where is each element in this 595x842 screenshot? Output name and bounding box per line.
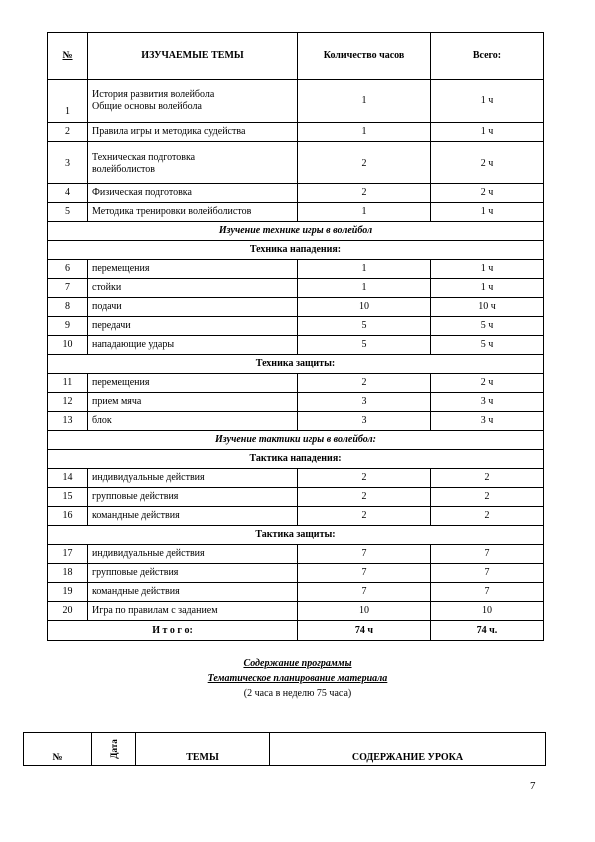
subsection-attack: Техника нападения: (48, 241, 544, 260)
row-total: 7 (431, 583, 544, 602)
row-hours: 2 (298, 142, 431, 184)
row-total: 2 ч (431, 184, 544, 203)
table-row (48, 545, 544, 564)
table-row (48, 374, 544, 393)
row-hours: 3 (298, 393, 431, 412)
row-hours: 1 (298, 203, 431, 222)
row-hours: 1 (298, 80, 431, 123)
table-row (48, 583, 544, 602)
subsection-row (48, 241, 544, 260)
row-total: 10 (431, 602, 544, 621)
row-topic: Физическая подготовка (88, 184, 298, 203)
row-num: 6 (48, 260, 88, 279)
row-topic: групповые действия (88, 564, 298, 583)
row-num: 15 (48, 488, 88, 507)
section-row (48, 431, 544, 450)
subsection-defense: Техника защиты: (48, 355, 544, 374)
lesson-header-topics: ТЕМЫ (136, 733, 270, 766)
row-topic: Правила игры и методика судейства (88, 123, 298, 142)
row-topic: командные действия (88, 583, 298, 602)
row-topic: перемещения (88, 374, 298, 393)
row-total: 3 ч (431, 393, 544, 412)
row-total: 2 (431, 488, 544, 507)
section-row (48, 222, 544, 241)
table-row (48, 279, 544, 298)
topics-hours-table (47, 32, 544, 641)
row-total: 1 ч (431, 80, 544, 123)
row-total: 3 ч (431, 412, 544, 431)
lesson-header-num: № (24, 733, 92, 766)
row-topic: Методика тренировки волейболистов (88, 203, 298, 222)
total-row (48, 621, 544, 641)
row-num: 12 (48, 393, 88, 412)
table-row (48, 564, 544, 583)
row-topic-line: История развития волейбола (92, 89, 215, 100)
table-row (48, 488, 544, 507)
table-row (48, 602, 544, 621)
row-num: 3 (48, 142, 88, 184)
row-topic-line: Общие основы волейбола (92, 101, 202, 112)
row-total: 1 ч (431, 279, 544, 298)
row-hours: 7 (298, 564, 431, 583)
row-topic: командные действия (88, 507, 298, 526)
row-total: 10 ч (431, 298, 544, 317)
table-row (48, 412, 544, 431)
row-total: 1 ч (431, 123, 544, 142)
table-header-row (48, 33, 544, 80)
row-hours: 2 (298, 488, 431, 507)
row-num: 7 (48, 279, 88, 298)
row-hours: 5 (298, 336, 431, 355)
row-total: 1 ч (431, 260, 544, 279)
table-row (48, 298, 544, 317)
row-total: 2 (431, 469, 544, 488)
table-row (48, 317, 544, 336)
row-topic: перемещения (88, 260, 298, 279)
subsection-row (48, 355, 544, 374)
row-hours: 2 (298, 374, 431, 393)
table-row (48, 260, 544, 279)
row-num: 11 (48, 374, 88, 393)
row-num: 9 (48, 317, 88, 336)
row-topic (88, 80, 298, 123)
table-row (48, 142, 544, 184)
row-topic: подачи (88, 298, 298, 317)
caption-thematic-planning: Тематическое планирование материала (207, 673, 388, 684)
total-label: И т о г о: (48, 621, 298, 641)
row-hours: 5 (298, 317, 431, 336)
row-topic: индивидуальные действия (88, 545, 298, 564)
caption-program-content: Содержание программы (243, 658, 352, 669)
row-num: 8 (48, 298, 88, 317)
row-hours: 2 (298, 469, 431, 488)
row-topic: прием мяча (88, 393, 298, 412)
row-hours: 7 (298, 583, 431, 602)
row-topic: стойки (88, 279, 298, 298)
row-total: 2 (431, 507, 544, 526)
subsection-tactics-defense: Тактика защиты: (48, 526, 544, 545)
row-topic: нападающие удары (88, 336, 298, 355)
header-topics: ИЗУЧАЕМЫЕ ТЕМЫ (88, 33, 298, 80)
lesson-header-content: СОДЕРЖАНИЕ УРОКА (270, 733, 546, 766)
row-hours: 1 (298, 260, 431, 279)
row-hours: 3 (298, 412, 431, 431)
row-num: 10 (48, 336, 88, 355)
row-total: 5 ч (431, 336, 544, 355)
row-num: 20 (48, 602, 88, 621)
row-topic-line: волейболистов (92, 164, 155, 175)
row-total: 7 (431, 545, 544, 564)
lesson-header-row (24, 733, 546, 766)
page-number: 7 (530, 780, 536, 792)
row-hours: 7 (298, 545, 431, 564)
subsection-tactics-attack: Тактика нападения: (48, 450, 544, 469)
row-total: 5 ч (431, 317, 544, 336)
table-row (48, 123, 544, 142)
row-num: 18 (48, 564, 88, 583)
row-topic: передачи (88, 317, 298, 336)
lesson-plan-table (23, 732, 546, 766)
header-hours: Количество часов (298, 33, 431, 80)
row-hours: 1 (298, 123, 431, 142)
row-hours: 10 (298, 298, 431, 317)
row-num: 1 (48, 80, 88, 123)
table-row (48, 203, 544, 222)
row-total: 1 ч (431, 203, 544, 222)
section-technique: Изучение технике игры в волейбол (48, 222, 544, 241)
row-topic-line: Техническая подготовка (92, 152, 196, 163)
row-hours: 10 (298, 602, 431, 621)
row-num: 16 (48, 507, 88, 526)
total-sum: 74 ч. (431, 621, 544, 641)
subsection-row (48, 450, 544, 469)
row-num: 14 (48, 469, 88, 488)
row-topic: Игра по правилам с заданием (88, 602, 298, 621)
table-row (48, 507, 544, 526)
table-row (48, 469, 544, 488)
row-hours: 1 (298, 279, 431, 298)
row-topic: групповые действия (88, 488, 298, 507)
row-total: 7 (431, 564, 544, 583)
table-row (48, 336, 544, 355)
row-num: 17 (48, 545, 88, 564)
lesson-header-date-text: Дата (108, 739, 119, 759)
row-topic: индивидуальные действия (88, 469, 298, 488)
total-hours: 74 ч (298, 621, 431, 641)
row-topic: блок (88, 412, 298, 431)
header-total: Всего: (431, 33, 544, 80)
lesson-header-date (92, 733, 136, 766)
caption-hours-per-week: (2 часа в неделю 75 часа) (243, 688, 352, 699)
subsection-row (48, 526, 544, 545)
row-num: 19 (48, 583, 88, 602)
header-num: № (48, 33, 88, 80)
section-tactics: Изучение тактики игры в волейбол: (48, 431, 544, 450)
table-row (48, 393, 544, 412)
table-row (48, 184, 544, 203)
row-hours: 2 (298, 507, 431, 526)
row-num: 4 (48, 184, 88, 203)
row-total: 2 ч (431, 142, 544, 184)
row-num: 13 (48, 412, 88, 431)
row-hours: 2 (298, 184, 431, 203)
row-num: 5 (48, 203, 88, 222)
row-total: 2 ч (431, 374, 544, 393)
row-topic (88, 142, 298, 184)
table-row (48, 80, 544, 123)
row-num: 2 (48, 123, 88, 142)
